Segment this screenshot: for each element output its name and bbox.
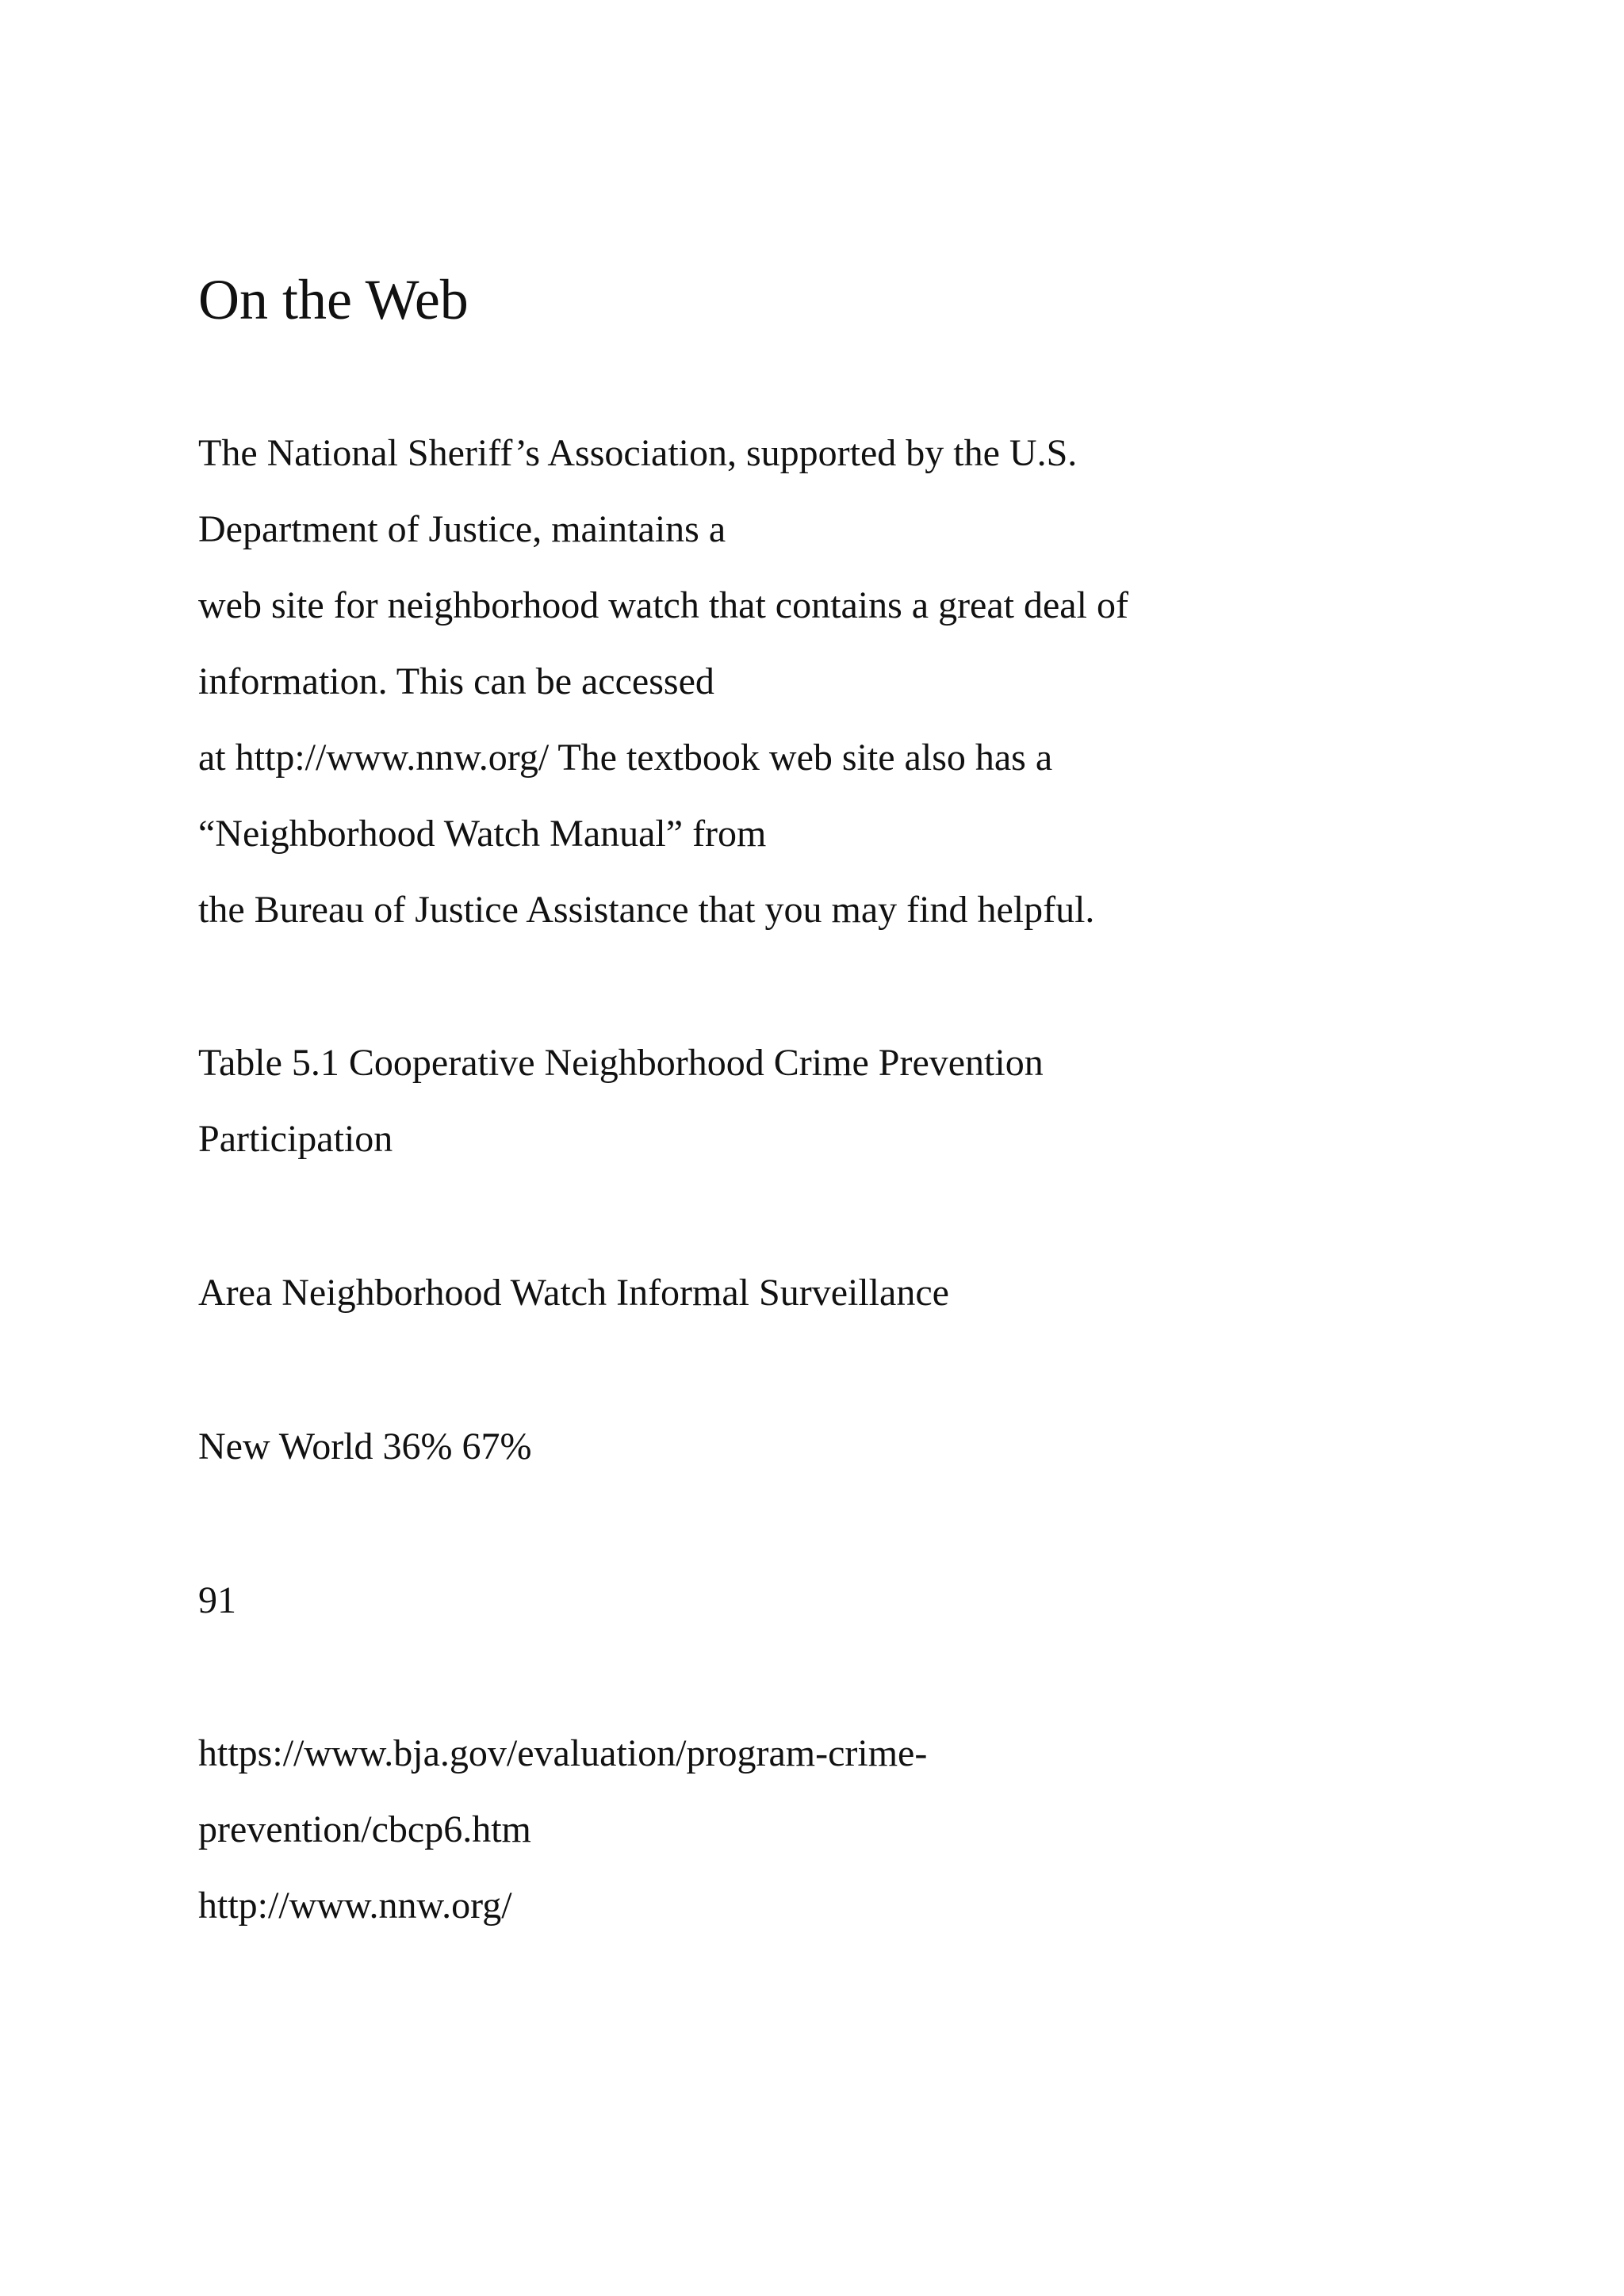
table-caption-line: Participation [198, 1118, 393, 1160]
table-header-row: Area Neighborhood Watch Informal Surveillance [198, 1272, 949, 1314]
table-data-row: New World 36% 67% [198, 1425, 532, 1468]
paragraph-line: information. This can be accessed [198, 660, 714, 702]
paragraph-line: at http://www.nnw.org/ The textbook web site also has a [198, 737, 1053, 779]
paragraph-line: Department of Justice, maintains a [198, 508, 726, 550]
paragraph-line: The National Sheriff’s Association, supported by the U.S. [198, 432, 1078, 474]
paragraph-line: “Neighborhood Watch Manual” from [198, 813, 767, 855]
paragraph-line: web site for neighborhood watch that contains a great deal of [198, 584, 1128, 626]
link-bja-line[interactable]: prevention/cbcp6.htm [198, 1808, 531, 1850]
link-nnw[interactable]: http://www.nnw.org/ [198, 1885, 512, 1927]
table-caption-line: Table 5.1 Cooperative Neighborhood Crime Prevention [198, 1042, 1044, 1084]
link-bja-line[interactable]: https://www.bja.gov/evaluation/program-crime- [198, 1732, 928, 1774]
paragraph-line: the Bureau of Justice Assistance that you may find helpful. [198, 889, 1095, 931]
page-number: 91 [198, 1579, 236, 1621]
section-heading: On the Web [198, 268, 469, 331]
